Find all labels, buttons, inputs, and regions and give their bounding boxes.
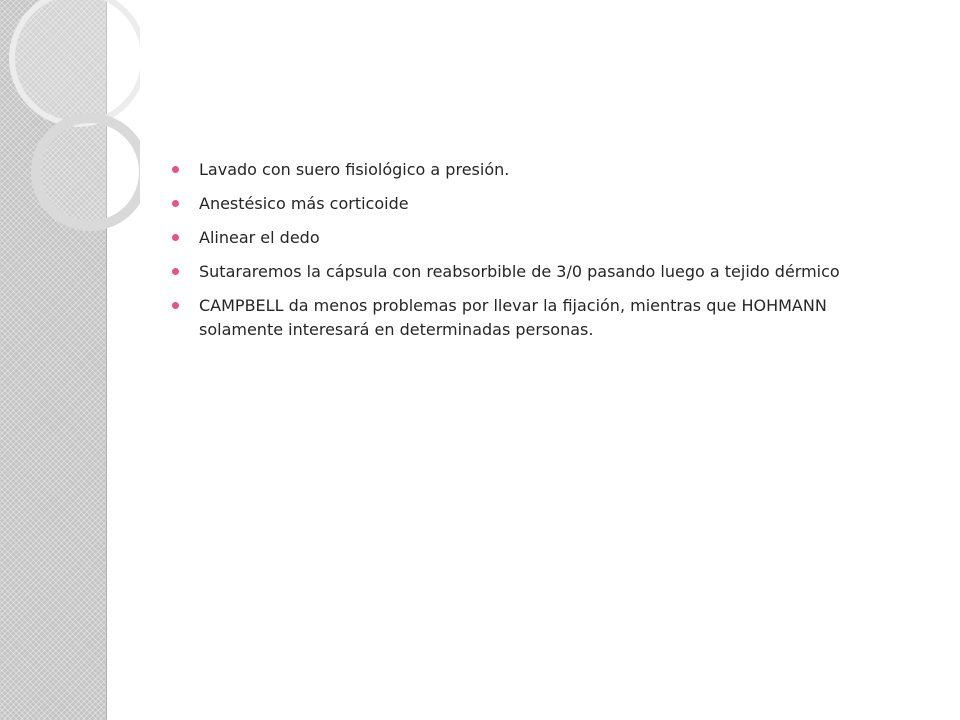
bullet-dot-icon bbox=[172, 200, 179, 207]
list-item-text: Alinear el dedo bbox=[199, 228, 320, 247]
list-item-text: Lavado con suero fisiológico a presión. bbox=[199, 160, 510, 179]
bullet-dot-icon bbox=[172, 166, 179, 173]
bullet-dot-icon bbox=[172, 302, 179, 309]
bullet-dot-icon bbox=[172, 234, 179, 241]
lower-ring bbox=[36, 118, 140, 226]
list-item bbox=[170, 294, 890, 342]
list-item-text: Sutararemos la cápsula con reabsorbible de 3/0 pasando luego a tejido dérmico bbox=[199, 262, 840, 281]
list-item-text: CAMPBELL da menos problemas por llevar la fijación, mientras que HOHMANN solamente interesará en determinadas personas. bbox=[199, 296, 827, 339]
bullet-dot-icon bbox=[172, 268, 179, 275]
list-item bbox=[170, 226, 890, 250]
list-item bbox=[170, 158, 890, 182]
decorative-rings bbox=[0, 0, 140, 240]
slide-body bbox=[170, 158, 890, 352]
list-item-text: Anestésico más corticoide bbox=[199, 194, 409, 213]
list-item bbox=[170, 260, 890, 284]
bullet-list bbox=[170, 158, 890, 342]
upper-ring bbox=[12, 0, 140, 124]
list-item bbox=[170, 192, 890, 216]
